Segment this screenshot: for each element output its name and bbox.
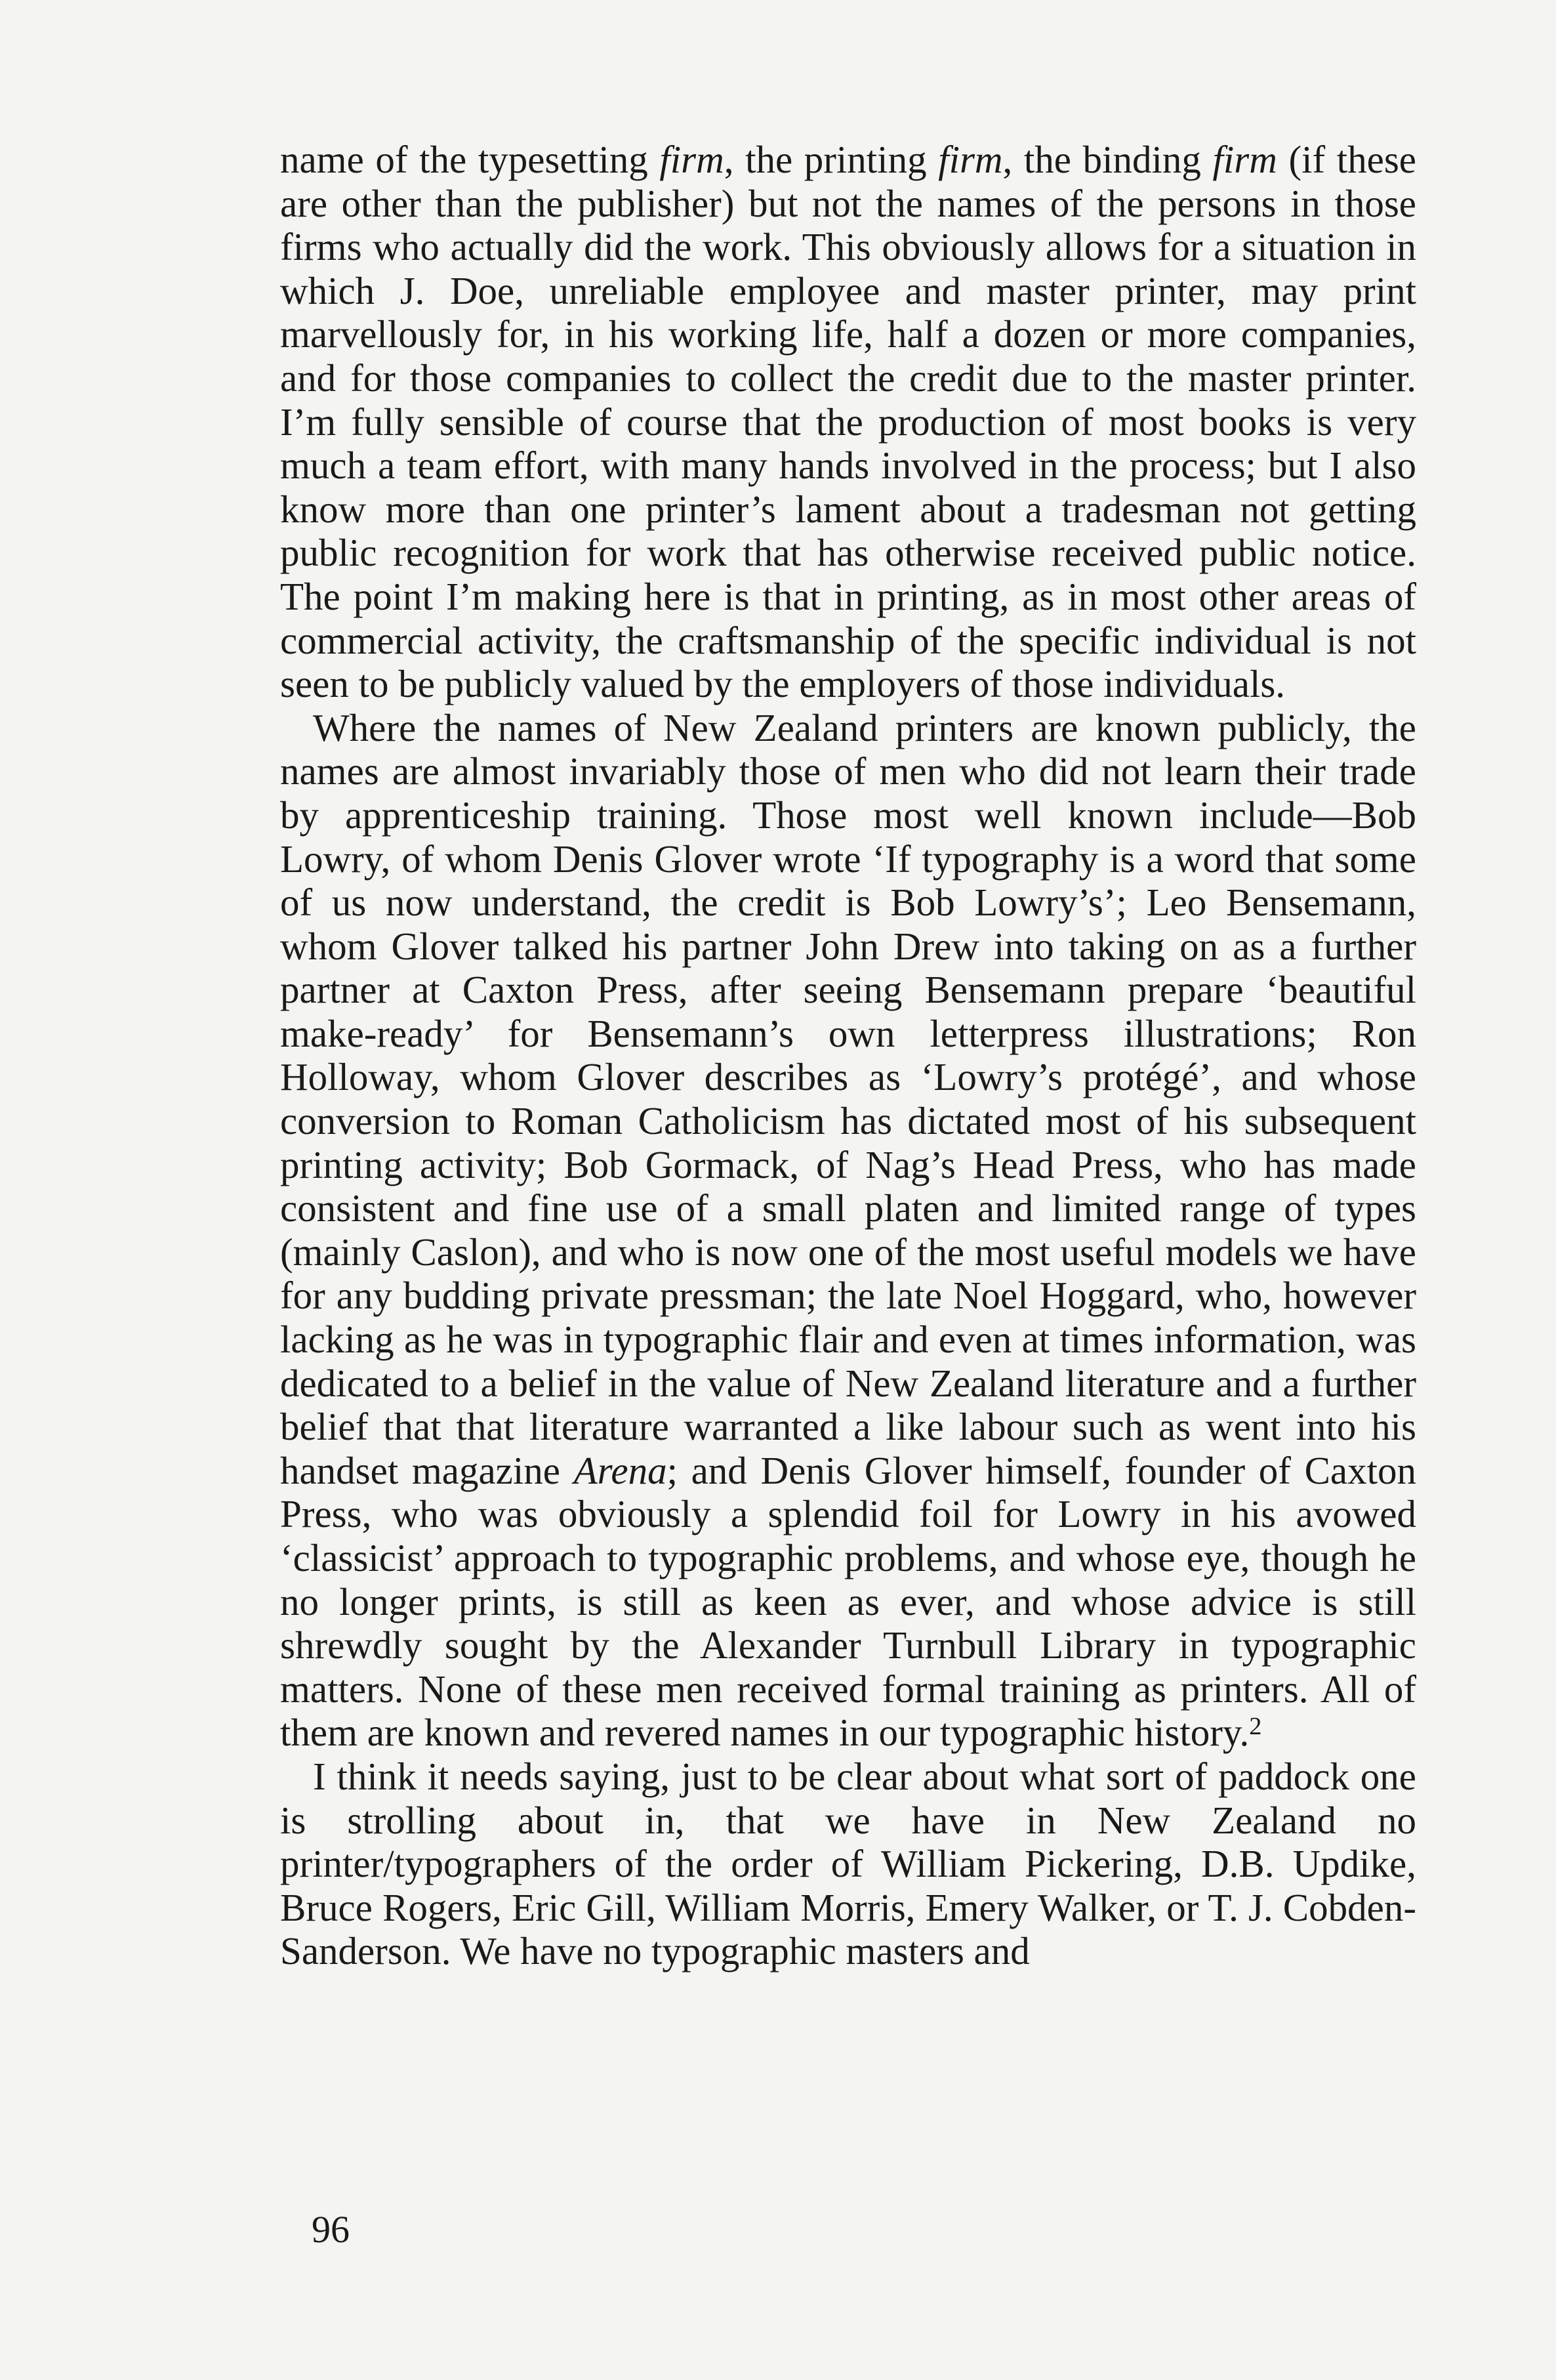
footnote-marker: 2 [1249, 1713, 1262, 1741]
text-run: name of the typesetting [280, 138, 660, 181]
text-run: (if these are other than the publisher) but not the names of the persons in those firms who actually did the work. This obviously allows for a situation in which J. Doe, unreliable employee and master printer, may print marvellously for, in his working life, half a dozen or more companies, and for those companies to collect the credit due to the master printer. I’m fully sensible of course that the production of most books is very much a team effort, with many hands involved in the process; but I also know more than one printer’s lament about a tradesman not getting public recognition for work that has otherwise received public notice. The point I’m making here is that in printing, as in most other areas of commercial activity, the craftsmanship of the specific individual is not seen to be publicly valued by the employers of those individuals. [280, 138, 1416, 706]
italic-text: Arena [573, 1448, 667, 1492]
text-run: , the binding [1002, 138, 1213, 181]
paragraph [280, 706, 1416, 1755]
paragraph [280, 1755, 1416, 1973]
italic-text: firm [659, 138, 724, 181]
text-run: ; and Denis Glover himself, founder of Caxton Press, who was obviously a splendid foil for Lowry in his avowed ‘classicist’ approach to typographic problems, and whose eye, though he no longer prints, is still as keen as ever, and whose advice is still shrewdly sought by the Alexander Turnbull Library in typographic matters. None of these men received formal training as printers. All of them are known and revered names in our typographic history. [280, 1448, 1417, 1755]
text-run: Where the names of New Zealand printers are known publicly, the names are almost invariably those of men who did not learn their trade by apprenticeship training. Those most well known include—Bob Lowry, of whom Denis Glover wrote ‘If typography is a word that some of us now understand, the credit is Bob Lowry’s’; Leo Bensemann, whom Glover talked his partner John Drew into taking on as a further partner at Caxton Press, after seeing Bensemann prepare ‘beautiful make-ready’ for Bensemann’s own letterpress illustrations; Ron Holloway, whom Glover describes as ‘Lowry’s protégé’, and whose conversion to Roman Catholicism has dictated most of his subsequent printing activity; Bob Gormack, of Nag’s Head Press, who has made consistent and fine use of a small platen and limited range of types (mainly Caslon), and who is now one of the most useful models we have for any budding private pressman; the late Noel Hoggard, who, however lacking as he was in typographic flair and even at times information, was dedicated to a belief in the value of New Zealand literature and a further belief that that literature warranted a like labour such as went into his handset magazine [280, 705, 1416, 1492]
body-text [280, 138, 1416, 1973]
text-run: , the printing [724, 138, 939, 181]
page-number: 96 [312, 2208, 350, 2251]
text-run: I think it needs saying, just to be clear about what sort of paddock one is strolling about in, that we have in New Zealand no printer/typographers of the order of William Pickering, D.B. Updike, Bruce Rogers, Eric Gill, William Morris, Emery Walker, or T. J. Cobden-Sanderson. We have no typographic masters and [280, 1754, 1416, 1973]
italic-text: firm [938, 138, 1003, 181]
italic-text: firm [1212, 138, 1277, 181]
paragraph [280, 138, 1416, 706]
